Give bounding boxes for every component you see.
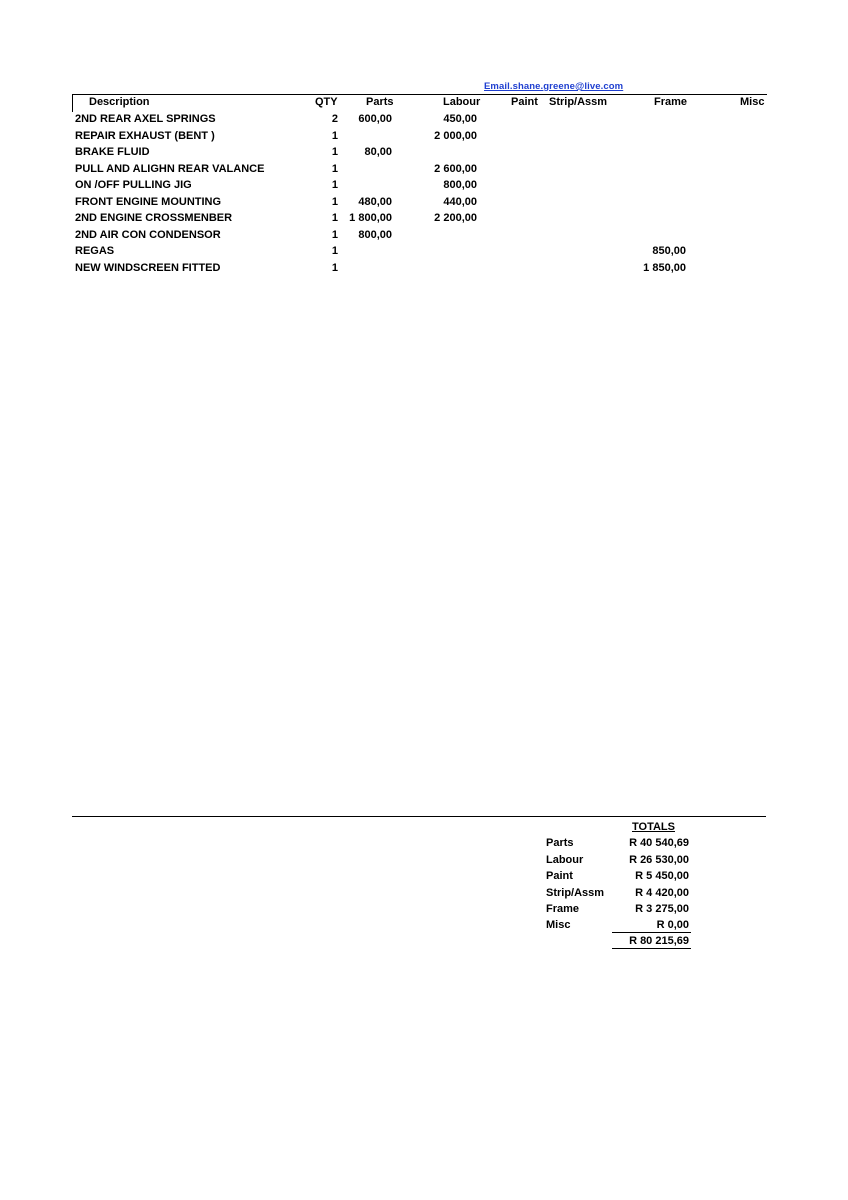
item-labour: 450,00 — [443, 113, 477, 125]
table-row — [0, 212, 848, 228]
totals-label-paint: Paint — [546, 870, 573, 882]
item-parts: 600,00 — [358, 113, 392, 125]
totals-label-misc: Misc — [546, 919, 571, 931]
totals-label-parts: Parts — [546, 837, 574, 849]
item-description: BRAKE FLUID — [75, 146, 150, 158]
item-qty: 1 — [331, 195, 338, 208]
table-row — [0, 113, 848, 129]
column-header-paint: Paint — [511, 96, 538, 108]
table-row — [0, 262, 848, 278]
grand-total-value: R 80 215,69 — [629, 935, 689, 947]
item-labour: 440,00 — [443, 195, 477, 208]
table-row — [0, 196, 848, 212]
item-qty: 1 — [331, 162, 338, 175]
totals-title: TOTALS — [632, 821, 675, 833]
item-frame: 1 850,00 — [643, 261, 686, 274]
column-header-misc: Misc — [740, 96, 765, 108]
item-parts: 800,00 — [358, 228, 392, 241]
table-row — [0, 229, 848, 245]
column-header-frame: Frame — [654, 96, 688, 108]
item-labour: 800,00 — [443, 179, 477, 191]
column-header-description: Description — [89, 96, 150, 108]
item-qty: 1 — [331, 245, 338, 257]
table-row — [0, 245, 848, 261]
item-parts: 480,00 — [358, 195, 392, 208]
item-description: REGAS — [75, 245, 115, 257]
totals-value-misc: R 0,00 — [656, 919, 689, 931]
item-description: NEW WINDSCREEN FITTED — [75, 261, 221, 274]
column-header-qty: QTY — [315, 96, 338, 108]
item-labour: 2 000,00 — [434, 129, 477, 142]
item-description: 2ND AIR CON CONDENSOR — [75, 228, 221, 241]
item-qty: 1 — [331, 261, 338, 274]
item-qty: 1 — [331, 129, 338, 142]
totals-label-frame: Frame — [546, 903, 580, 915]
table-row — [0, 146, 848, 162]
table-row — [0, 163, 848, 179]
item-description: FRONT ENGINE MOUNTING — [75, 195, 222, 208]
totals-value-frame: R 3 275,00 — [635, 903, 689, 915]
item-description: PULL AND ALIGHN REAR VALANCE — [75, 162, 265, 175]
item-qty: 1 — [331, 212, 338, 224]
footer-divider — [72, 816, 766, 817]
totals-value-parts: R 40 540,69 — [629, 837, 689, 849]
totals-value-labour: R 26 530,00 — [629, 853, 689, 866]
totals-sum-line — [612, 932, 691, 933]
item-description: 2ND REAR AXEL SPRINGS — [75, 113, 216, 125]
item-frame: 850,00 — [652, 245, 686, 257]
totals-label-strip-assm: Strip/Assm — [546, 886, 605, 899]
totals-label-labour: Labour — [546, 853, 584, 866]
item-description: 2ND ENGINE CROSSMENBER — [75, 212, 233, 224]
item-qty: 1 — [331, 228, 338, 241]
table-row — [0, 130, 848, 146]
item-description: ON /OFF PULLING JIG — [75, 179, 192, 191]
totals-value-strip-assm: R 4 420,00 — [635, 886, 689, 899]
item-qty: 2 — [331, 113, 338, 125]
totals-value-paint: R 5 450,00 — [635, 870, 689, 882]
column-header-labour: Labour — [443, 96, 481, 108]
table-row — [0, 179, 848, 195]
column-header-strip-assm: Strip/Assm — [549, 96, 608, 108]
item-qty: 1 — [331, 179, 338, 191]
item-description: REPAIR EXHAUST (BENT ) — [75, 129, 215, 142]
column-header-parts: Parts — [366, 96, 394, 108]
item-qty: 1 — [331, 146, 338, 158]
item-parts: 1 800,00 — [349, 212, 392, 224]
item-parts: 80,00 — [364, 146, 392, 158]
grand-total-underline — [612, 948, 691, 949]
item-labour: 2 600,00 — [434, 162, 477, 175]
item-labour: 2 200,00 — [434, 212, 477, 224]
email-link[interactable]: Email.shane.greene@live.com — [484, 81, 624, 92]
